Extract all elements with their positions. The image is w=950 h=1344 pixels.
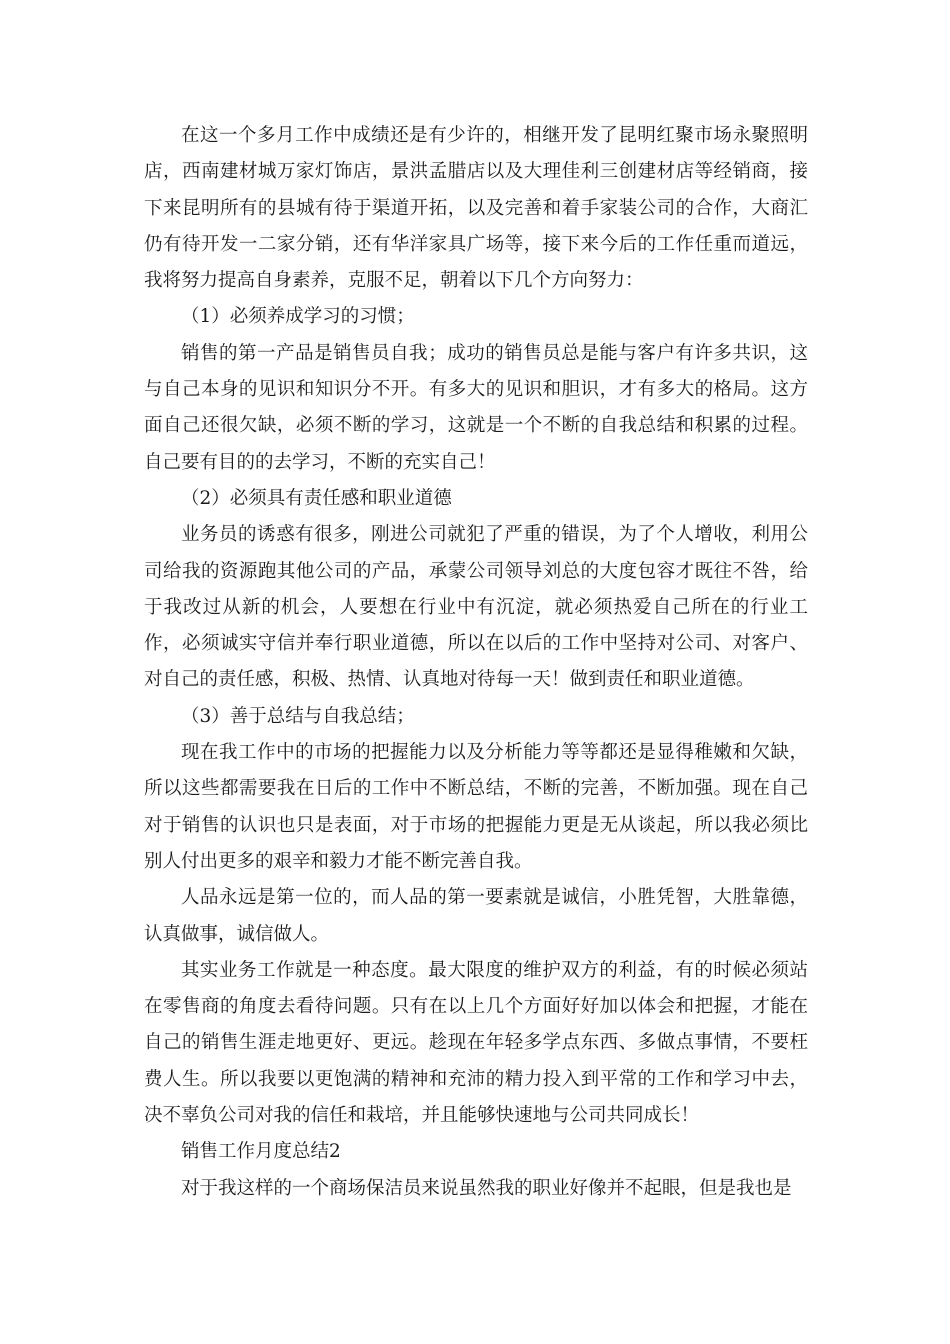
paragraph-achievements: 在这一个多月工作中成绩还是有少许的，相继开发了昆明红聚市场永聚照明店，西南建材城万家灯饰店，景洪孟腊店以及大理佳利三创建材店等经销商，接下来昆明所有的县城有待于渠道开拓，以及完善和着手家装公司的合作，大商汇仍有待开发一二家分销，还有华洋家具广场等，接下来今后的工作任重而道远，我将努力提高自身素养，克服不足，朝着以下几个方向努力： bbox=[144, 125, 808, 292]
point-3-heading: （3）善于总结与自我总结； bbox=[181, 705, 415, 727]
paragraph-learning: 销售的第一产品是销售员自我；成功的销售员总是能与客户有许多共识，这与自己本身的见识和知识分不开。有多大的见识和胆识，才有多大的格局。这方面自己还很欠缺，必须不断的学习，这就是一个不断的自我总结和积累的过程。自己要有目的的去学习，不断的充实自己！ bbox=[144, 342, 808, 473]
paragraph-summary: 现在我工作中的市场的把握能力以及分析能力等等都还是显得稚嫩和欠缺，所以这些都需要我在日后的工作中不断总结，不断的完善，不断加强。现在自己对于销售的认识也只是表面，对于市场的把握能力更是无从谈起，所以我必须比别人付出更多的艰辛和毅力才能不断完善自我。 bbox=[144, 742, 808, 872]
paragraph-attitude: 其实业务工作就是一种态度。最大限度的维护双方的利益，有的时候必须站在零售商的角度去看待问题。只有在以上几个方面好好加以体会和把握，才能在自己的销售生涯走地更好、更远。趁现在年轻多学点东西、多做点事情，不要枉费人生。所以我要以更饱满的精神和充沛的精力投入到平常的工作和学习中去，决不辜负公司对我的信任和栽培，并且能够快速地与公司共同成长！ bbox=[144, 959, 808, 1127]
paragraph-cleaner-intro: 对于我这样的一个商场保洁员来说虽然我的职业好像并不起眼，但是我也是 bbox=[181, 1177, 792, 1199]
point-2-heading: （2）必须具有责任感和职业道德 bbox=[181, 487, 452, 509]
section-title: 销售工作月度总结2 bbox=[181, 1141, 341, 1163]
point-1-heading: （1）必须养成学习的习惯； bbox=[181, 306, 415, 328]
paragraph-integrity: 人品永远是第一位的，而人品的第一要素就是诚信，小胜凭智，大胜靠德，认真做事，诚信做人。 bbox=[144, 887, 808, 945]
document-body bbox=[144, 118, 808, 1207]
paragraph-responsibility: 业务员的诱惑有很多，刚进公司就犯了严重的错误，为了个人增收，利用公司给我的资源跑其他公司的产品，承蒙公司领导刘总的大度包容才既往不咎，给于我改过从新的机会，人要想在行业中有沉淀，就必须热爱自己所在的行业工作，必须诚实守信并奉行职业道德，所以在以后的工作中坚持对公司、对客户、对自己的责任感，积极、热情、认真地对待每一天！做到责任和职业道德。 bbox=[144, 524, 808, 691]
